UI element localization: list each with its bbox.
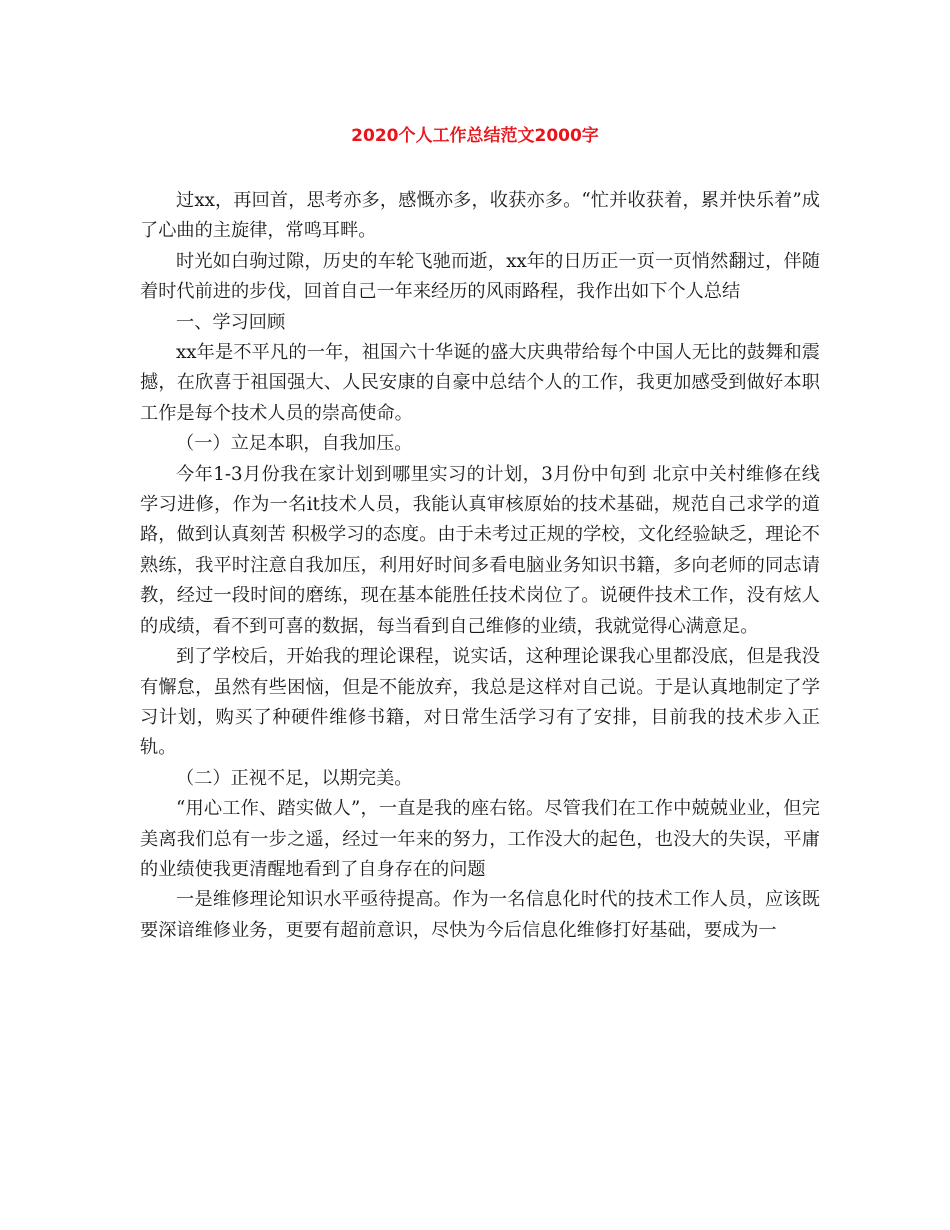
paragraph: 到了学校后，开始我的理论课程，说实话，这种理论课我心里都没底，但是我没有懈怠，虽然有些困恼，但是不能放弃，我总是这样对自己说。于是认真地制定了学习计划，购买了种硬件维修书籍，对日常生活学习有了安排，目前我的技术步入正轨。 xyxy=(140,646,820,759)
subsection-heading: （二）正视不足，以期完美。 xyxy=(176,767,413,789)
document-body xyxy=(140,186,820,946)
paragraph: 一是维修理论知识水平亟待提高。作为一名信息化时代的技术工作人员，应该既要深谙维修业务，更要有超前意识，尽快为今后信息化维修打好基础，要成为一 xyxy=(140,889,820,941)
section-heading: 一、学习回顾 xyxy=(176,311,286,333)
paragraph: 时光如白驹过隙，历史的车轮飞驰而逝，xx年的日历正一页一页悄然翻过，伴随着时代前进的步伐，回首自己一年来经历的风雨路程，我作出如下个人总结 xyxy=(140,250,820,303)
subsection-heading: （一）立足本职，自我加压。 xyxy=(176,433,413,455)
paragraph: 今年1-3月份我在家计划到哪里实习的计划，3月份中旬到 北京中关村维修在线 学习进修，作为一名it技术人员，我能认真审核原始的技术基础，规范自己求学的道路，做到认真刻苦 积极学习的态度。由于未考过正规的学校，文化经验缺乏，理论不熟练，我平时注意自我加压，利用好时间多看电脑业务知识书籍，多向老师的同志请教，经过一段时间的磨练，现在基本能胜任技术岗位了。说硬件技术工作，没有炫人的成绩，看不到可喜的数据，每当看到自己维修的业绩，我就觉得心满意足。 xyxy=(140,463,820,637)
paragraph: 过xx，再回首，思考亦多，感慨亦多，收获亦多。“忙并收获着，累并快乐着”成了心曲的主旋律，常鸣耳畔。 xyxy=(140,190,820,242)
paragraph: “用心工作、踏实做人”，一直是我的座右铭。尽管我们在工作中兢兢业业，但完美离我们总有一步之遥，经过一年来的努力，工作没大的起色，也没大的失误，平庸的业绩使我更清醒地看到了自身存在的问题 xyxy=(140,798,820,880)
paragraph: xx年是不平凡的一年，祖国六十华诞的盛大庆典带给每个中国人无比的鼓舞和震撼，在欣喜于祖国强大、人民安康的自豪中总结个人的工作，我更加感受到做好本职工作是每个技术人员的崇高使命。 xyxy=(140,342,820,424)
document-title: 2020个人工作总结范文2000字 xyxy=(351,126,599,146)
